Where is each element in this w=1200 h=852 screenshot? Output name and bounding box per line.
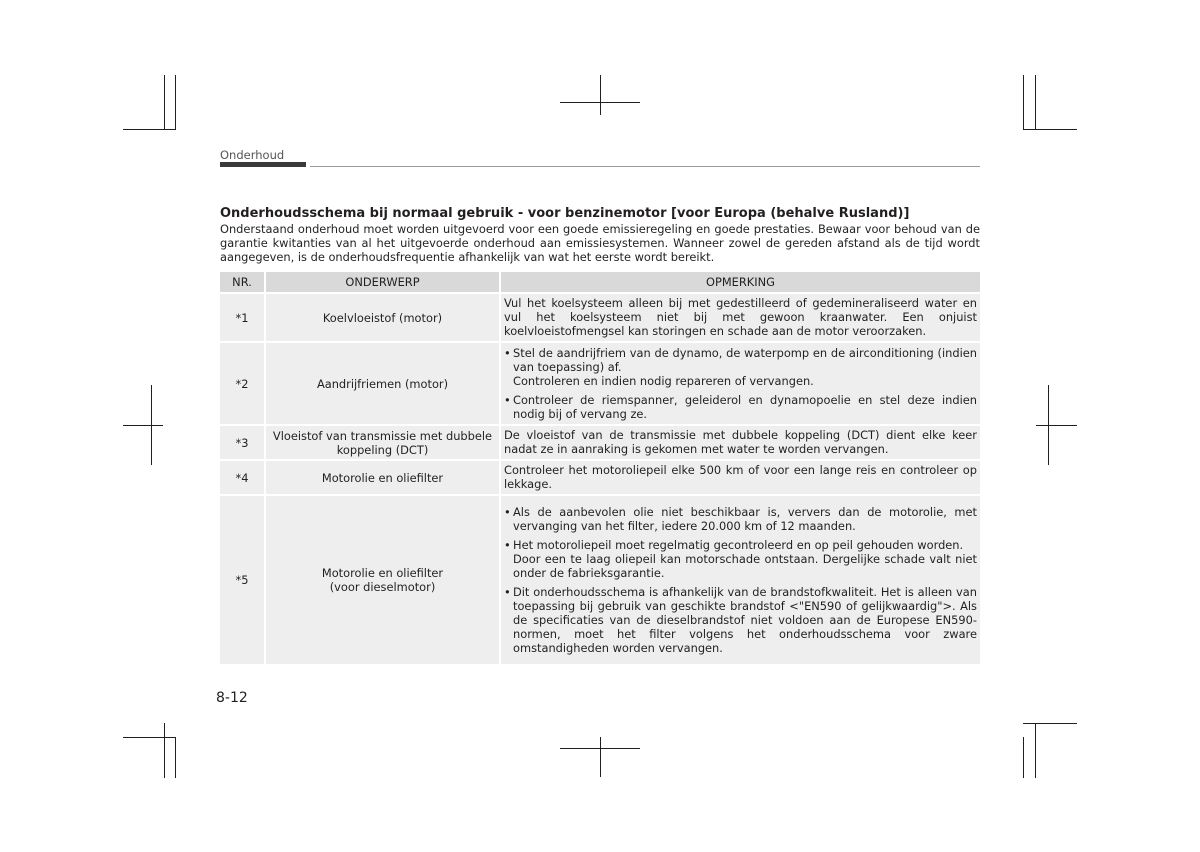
crop-mark xyxy=(175,737,176,778)
row-remark xyxy=(500,342,980,425)
crop-mark xyxy=(600,737,601,777)
bullet-icon: • xyxy=(504,538,511,552)
table-row xyxy=(220,293,980,342)
column-header-remark: OPMERKING xyxy=(500,272,980,293)
bullet-icon: • xyxy=(504,585,511,599)
list-item-text: Als de aanbevolen olie niet beschikbaar is, ververs dan de motorolie, met vervanging van het filter, iedere 20.000 km of 12 maanden. xyxy=(513,505,977,533)
table-row xyxy=(220,460,980,495)
bullet-icon: • xyxy=(504,505,511,519)
row-subject xyxy=(265,495,500,665)
intro-paragraph: Onderstaand onderhoud moet worden uitgevoerd voor een goede emissieregeling en goede prestaties. Bewaar voor behoud van de garantie kwitanties van al het uitgevoerde onderhoud aan emissiesystemen. Wanneer zowel de gereden afstand als de tijd wordt aangegeven, is de onderhoudsfrequentie afhankelijk van wat het eerste wordt bereikt. xyxy=(220,222,980,264)
table-row xyxy=(220,495,980,665)
section-bar xyxy=(220,162,306,167)
list-item xyxy=(504,585,977,655)
row-subject-line: (voor dieselmotor) xyxy=(329,580,436,594)
page-title: Onderhoudsschema bij normaal gebruik - voor benzinemotor [voor Europa (behalve Rusland)] xyxy=(220,206,910,221)
row-number: *1 xyxy=(220,293,265,342)
table-row xyxy=(220,425,980,460)
column-header-subject: ONDERWERP xyxy=(265,272,500,293)
list-item xyxy=(504,393,977,421)
maintenance-table xyxy=(220,272,980,666)
row-number: *5 xyxy=(220,495,265,665)
row-subject: Aandrijfriemen (motor) xyxy=(265,342,500,425)
list-item-note: Door een te laag oliepeil kan motorschade ontstaan. Dergelijke schade valt niet onder de fabrieksgarantie. xyxy=(513,552,977,580)
row-subject: Motorolie en oliefilter xyxy=(265,460,500,495)
crop-mark xyxy=(1035,723,1036,778)
crop-mark xyxy=(1035,75,1036,130)
crop-mark xyxy=(123,737,176,738)
table-header-row xyxy=(220,272,980,293)
crop-mark xyxy=(1023,723,1077,724)
list-item xyxy=(504,346,977,388)
crop-mark xyxy=(123,129,176,130)
table-row xyxy=(220,342,980,425)
row-subject: Koelvloeistof (motor) xyxy=(265,293,500,342)
row-number: *3 xyxy=(220,425,265,460)
row-remark xyxy=(500,495,980,665)
crop-mark xyxy=(164,75,165,130)
list-item-text: Het motoroliepeil moet regelmatig gecontroleerd en op peil gehouden worden. xyxy=(513,538,964,552)
row-remark: Vul het koelsysteem alleen bij met gedestilleerd of gedemineraliseerd water en vul het koelsysteem niet bij met gewoon kraanwater. Een onjuist koelvloeistofmengsel kan storingen en schade aan de motor veroorzaken. xyxy=(500,293,980,342)
list-item-text: Controleer de riemspanner, geleiderol en dynamopoelie en stel deze indien nodig bij of vervang ze. xyxy=(513,393,977,421)
bullet-icon: • xyxy=(504,346,511,360)
page-number: 8-12 xyxy=(216,690,248,706)
crop-mark xyxy=(175,75,176,130)
crop-mark xyxy=(1023,737,1024,778)
bullet-icon: • xyxy=(504,393,511,407)
crop-mark xyxy=(164,723,165,778)
row-subject-line: Motorolie en oliefilter xyxy=(321,566,444,580)
column-header-nr: NR. xyxy=(220,272,265,293)
row-remark: Controleer het motoroliepeil elke 500 km of voor een lange reis en controleer op lekkage. xyxy=(500,460,980,495)
list-item xyxy=(504,505,977,533)
section-rule xyxy=(310,166,980,167)
list-item-text: Stel de aandrijfriem van de dynamo, de waterpomp en de airconditioning (indien van toepassing) af. xyxy=(513,346,977,374)
crop-mark xyxy=(600,75,601,115)
row-subject: Vloeistof van transmissie met dubbele koppeling (DCT) xyxy=(265,425,500,460)
list-item xyxy=(504,538,977,580)
crop-mark xyxy=(560,748,640,749)
crop-mark xyxy=(1023,75,1024,130)
section-label: Onderhoud xyxy=(220,148,285,162)
list-item-note: Controleren en indien nodig repareren of vervangen. xyxy=(513,374,814,388)
row-number: *4 xyxy=(220,460,265,495)
crop-mark xyxy=(1023,129,1077,130)
list-item-text: Dit onderhoudsschema is afhankelijk van de brandstofkwaliteit. Het is alleen van toepassing bij gebruik van geschikte brandstof <"EN590 of gelijkwaardig">. Als de specificaties van de dieselbrandstof niet voldoen aan de Europese EN590-normen, moet het filter volgens het onderhoudsschema voor zware omstandigheden worden vervangen. xyxy=(513,585,977,655)
crop-mark xyxy=(123,425,163,426)
row-remark: De vloeistof van de transmissie met dubbele koppeling (DCT) dient elke keer nadat ze in aanraking is gekomen met water te worden vervangen. xyxy=(500,425,980,460)
crop-mark xyxy=(1036,425,1077,426)
crop-mark xyxy=(560,102,640,103)
row-number: *2 xyxy=(220,342,265,425)
